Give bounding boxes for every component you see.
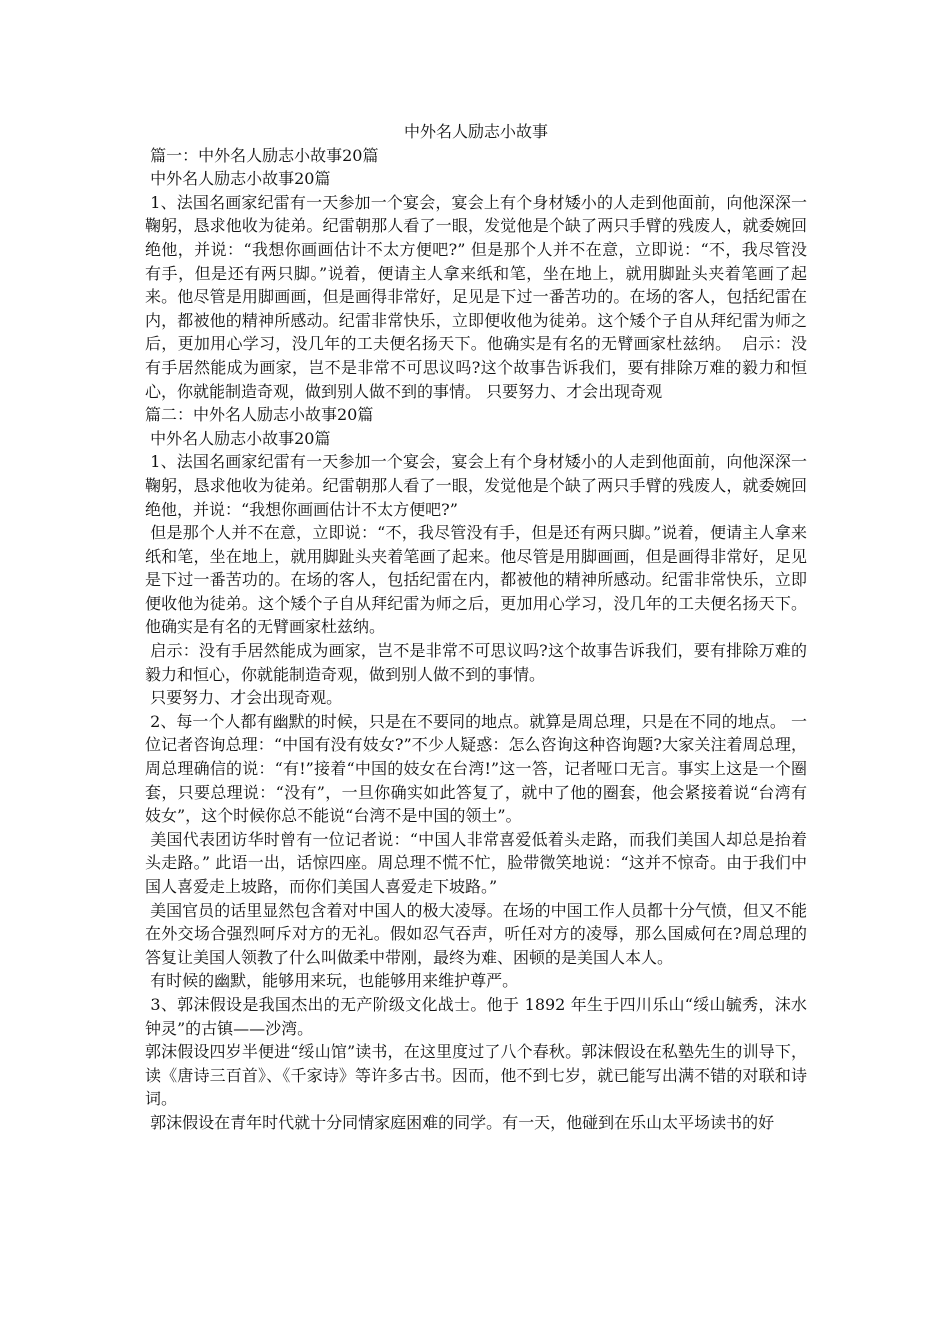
paragraph-story1-body: 但是那个人并不在意，立即说：“不，我尽管没有手，但是还有两只脚。”说着，便请主人拿来纸和笔，坐在地上，就用脚趾头夹着笔画了起来。他尽管是用脚画画，但是画得非常好，足见是下过一番苦功的。在场的客人，包括纪雷在内，都被他的精神所感动。纪雷非常快乐，立即便收他为徒弟。这个矮个子自从拜纪雷为师之后，更加用心学习，没几年的工夫便名扬天下。他确实是有名的无臂画家杜兹纳。 — [145, 523, 807, 637]
paragraph-story3-intro: 3、郭沫假设是我国杰出的无产阶级文化战士。他于 1892 年生于四川乐山“绥山毓秀，沫水钟灵”的古镇——沙湾。 — [145, 994, 807, 1038]
paragraph-part1-subheading: 中外名人励志小故事20篇 — [145, 169, 331, 189]
paragraph-part1-story1: 1、法国名画家纪雷有一天参加一个宴会，宴会上有个身材矮小的人走到他面前，向他深深一鞠躬，恳求他收为徒弟。纪雷朝那人看了一眼，发觉他是个缺了两只手臂的残废人，就委婉回绝他，并说：“我想你画画估计不太方便吧?” 但是那个人并不在意，立即说：“不，我尽管没有手，但是还有两只脚。”说着，便请主人拿来纸和笔，坐在地上，就用脚趾头夹着笔画了起来。他尽管是用脚画画，但是画得非常好，足见是下过一番苦功的。在场的客人，包括纪雷在内，都被他的精神所感动。纪雷非常快乐，立即便收他为徒弟。这个矮个子自从拜纪雷为师之后，更加用心学习，没几年的工夫便名扬天下。他确实是有名的无臂画家杜兹纳。 启示：没有手居然能成为画家，岂不是非常不可思议吗?这个故事告诉我们，要有排除万难的毅力和恒心，你就能制造奇观，做到别人做不到的事情。 只要努力、才会出现奇观 — [145, 192, 807, 401]
paragraph-story1-closing: 只要努力、才会出现奇观。 — [145, 688, 343, 708]
paragraph-story3-childhood: 郭沫假设四岁半便进“绥山馆”读书，在这里度过了八个春秋。郭沫假设在私塾先生的训导下，读《唐诗三百首》、《千家诗》等许多古书。因而，他不到七岁，就已能写出满不错的对联和诗词。 — [145, 1042, 807, 1109]
paragraph-story2-intro: 2、每一个人都有幽默的时候，只是在不要同的地点。就算是周总理，只是在不同的地点。 一位记者咨询总理：“中国有没有妓女?”不少人疑惑：怎么咨询这种咨询题?大家关注着周总理，周总理确信的说：“有!”接着“中国的妓女在台湾!”这一答，记者哑口无言。事实上这是一个圈套，只要总理说：“没有”，一旦你确实如此答复了，就中了他的圈套，他会紧接着说“台湾有妓女”，这个时候你总不能说“台湾不是中国的领土”。 — [145, 711, 807, 826]
document-title: 中外名人励志小故事 — [403, 122, 548, 141]
paragraph-story2-closing: 有时候的幽默，能够用来玩，也能够用来维护尊严。 — [145, 971, 519, 991]
paragraph-story1-lesson: 启示：没有手居然能成为画家，岂不是非常不可思议吗?这个故事告诉我们，要有排除万难的毅力和恒心，你就能制造奇观，做到别人做不到的事情。 — [145, 641, 807, 684]
paragraph-part2-subheading: 中外名人励志小故事20篇 — [145, 428, 331, 448]
paragraph-part2-heading: 篇二：中外名人励志小故事20篇 — [145, 405, 374, 425]
paragraph-part1-heading: 篇一：中外名人励志小故事20篇 — [145, 145, 379, 165]
paragraph-story2-analysis: 美国官员的话里显然包含着对中国人的极大凌辱。在场的中国工作人员都十分气愤，但又不能在外交场合强烈呵斥对方的无礼。假如忍气吞声，听任对方的凌辱，那么国威何在?周总理的答复让美国人领教了什么叫做柔中带刚，最终为难、困顿的是美国人本人。 — [145, 900, 807, 967]
paragraph-story2-body: 美国代表团访华时曾有一位记者说：“中国人非常喜爱低着头走路，而我们美国人却总是抬着头走路。” 此语一出，话惊四座。周总理不慌不忙，脸带微笑地说：“这并不惊奇。由于我们中国人喜爱走上坡路，而你们美国人喜爱走下坡路。” — [145, 829, 807, 896]
paragraph-story3-youth: 郭沫假设在青年时代就十分同情家庭困难的同学。有一天，他碰到在乐山太平场读书的好 — [145, 1112, 775, 1132]
paragraph-story1-intro: 1、法国名画家纪雷有一天参加一个宴会，宴会上有个身材矮小的人走到他面前，向他深深一鞠躬，恳求他收为徒弟。纪雷朝那人看了一眼，发觉他是个缺了两只手臂的残废人，就委婉回绝他，并说：“我想你画画估计不太方便吧?” — [145, 452, 807, 519]
document-body — [145, 120, 807, 1135]
